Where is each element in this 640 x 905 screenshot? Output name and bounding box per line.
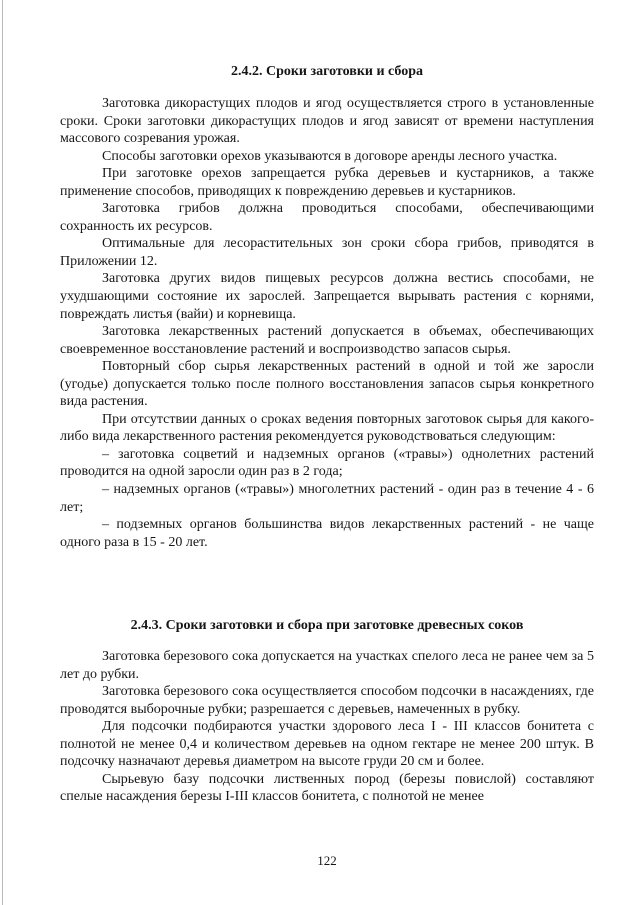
paragraph: Повторный сбор сырья лекарственных растений в одной и той же заросли (угодье) допускается только после полного восстановления запасов сырья конкретного вида растения.: [60, 359, 594, 410]
section-heading-2-4-3: 2.4.3. Сроки заготовки и сбора при заготовке древесных соков: [130, 618, 524, 633]
paragraph: Оптимальные для лесорастительных зон сроки сбора грибов, приводятся в Приложении 12.: [60, 236, 594, 269]
section-heading-2-4-2: 2.4.2. Сроки заготовки и сбора: [230, 64, 424, 79]
page-number: 122: [317, 853, 337, 868]
paragraph: Заготовка лекарственных растений допускается в объемах, обеспечивающих своевременное восстановление растений и воспроизводство запасов сырья.: [60, 324, 594, 357]
paragraph: Заготовка дикорастущих плодов и ягод осуществляется строго в установленные сроки. Сроки заготовки дикорастущих плодов и ягод зависят от времени наступления массового созревания урожая.: [60, 96, 594, 147]
section-body-2-4-3: [60, 648, 594, 806]
paragraph: Заготовка других видов пищевых ресурсов должна вестись способами, не ухудшающими состояние их зарослей. Запрещается вырывать растения с корнями, повреждать листья (вайи) и корневища.: [60, 271, 594, 322]
paragraph: Заготовка березового сока осуществляется способом подсочки в насаждениях, где проводятся выборочные рубки; разрешается с деревьев, намеченных в рубку.: [60, 684, 594, 717]
paragraph: Сырьевую базу подсочки лиственных пород (березы повислой) составляют спелые насаждения березы I-III классов бонитета, с полнотой не менее: [60, 771, 594, 805]
paragraph: Заготовка грибов должна проводиться способами, обеспечивающими сохранность их ресурсов.: [60, 201, 594, 234]
section-body-2-4-2: [60, 95, 594, 551]
list-item: – заготовка соцветий и надземных органов («травы») однолетних растений проводится на одной заросли один раз в 2 года;: [60, 446, 594, 480]
list-item: – подземных органов большинства видов лекарственных растений - не чаще одного раза в 15 - 20 лет.: [60, 517, 594, 550]
paragraph: Способы заготовки орехов указываются в договоре аренды лесного участка.: [102, 148, 558, 164]
paragraph: Заготовка березового сока допускается на участках спелого леса не ранее чем за 5 лет до рубки.: [60, 649, 594, 682]
paragraph: При заготовке орехов запрещается рубка деревьев и кустарников, а также применение способов, приводящих к повреждению деревьев и кустарников.: [60, 166, 594, 199]
paragraph: Для подсочки подбираются участки здорового леса I - III классов бонитета с полнотой не менее 0,4 и количеством деревьев на одном гектаре не менее 200 штук. В подсочку назначают деревья диаметром на высоте груди 20 см и более.: [60, 719, 594, 770]
page-edge-line: [2, 0, 3, 905]
paragraph: При отсутствии данных о сроках ведения повторных заготовок сырья для какого-либо вида лекарственного растения рекомендуется руководствоваться следующим:: [60, 411, 594, 445]
list-item: – надземных органов («травы») многолетних растений - один раз в течение 4 - 6 лет;: [60, 482, 594, 515]
